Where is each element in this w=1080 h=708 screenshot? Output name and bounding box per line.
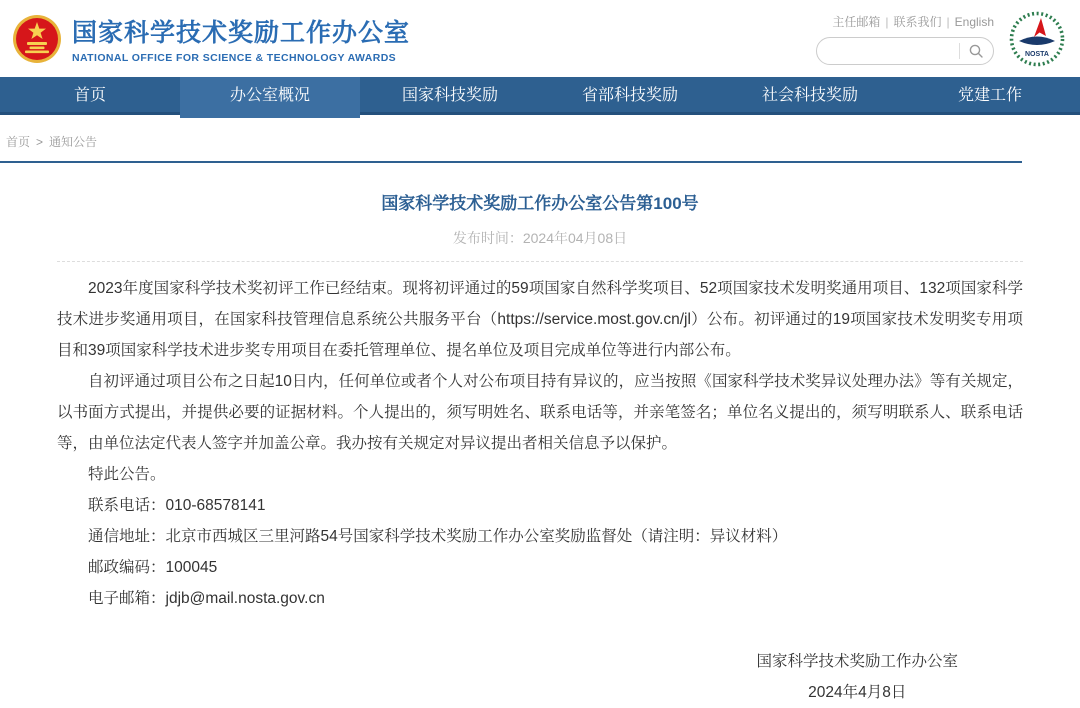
nav-item-social-awards[interactable]: 社会科技奖励: [761, 87, 858, 104]
paragraph-announce: 特此公告。: [88, 466, 166, 483]
announcement-article: [57, 189, 1023, 708]
english-link[interactable]: English: [954, 14, 994, 29]
svg-text:NOSTA: NOSTA: [1025, 50, 1049, 58]
breadcrumb-divider-line: [0, 161, 1022, 163]
search-input[interactable]: [829, 43, 959, 58]
contact-address: 通信地址：北京市西城区三里河路54号国家科学技术奖励工作办公室奖励监督处（请注明：异议材料）: [88, 528, 788, 545]
link-divider: |: [946, 14, 950, 29]
breadcrumb-home[interactable]: 首页: [6, 135, 31, 149]
article-title: 国家科学技术奖励工作办公室公告第100号: [381, 194, 699, 213]
national-emblem-icon: [12, 14, 62, 64]
header-top-links: [832, 13, 994, 30]
nav-item-office-overview[interactable]: 办公室概况: [180, 77, 360, 118]
paragraph-intro: 2023年度国家科学技术奖初评工作已经结束。现将初评通过的59项国家自然科学奖项目、52项国家技术发明奖通用项目、132项国家科学技术进步奖通用项目，在国家科技管理信息系统公共服务平台（https://service.most.gov.cn/jl）公布。初评通过的19项国家技术发明奖专用项目和39项国家科学技术进步奖专用项目在委托管理单位、提名单位及项目完成单位等进行内部公布。: [57, 280, 1023, 359]
signature-date: 2024年4月8日: [808, 684, 907, 701]
breadcrumb-separator: >: [36, 135, 44, 149]
nav-item-party-building[interactable]: 党建工作: [957, 87, 1022, 104]
signature-block: [57, 646, 1023, 708]
search-box: [816, 37, 994, 65]
site-title: 国家科学技术奖励工作办公室: [72, 19, 411, 47]
dashed-separator: [57, 261, 1023, 262]
nav-item-national-awards[interactable]: 国家科技奖励: [401, 87, 498, 104]
nav-item-home[interactable]: 首页: [73, 87, 106, 104]
contact-us-link[interactable]: 联系我们: [893, 14, 942, 29]
nosta-badge-logo: [1008, 10, 1066, 68]
contact-postcode: 邮政编码：100045: [88, 559, 218, 576]
contact-phone: 联系电话：010-68578141: [88, 497, 266, 514]
article-body: [57, 273, 1023, 614]
search-button[interactable]: [959, 43, 984, 59]
site-title-block: [72, 13, 410, 64]
header-right: [816, 10, 1066, 68]
site-subtitle: NATIONAL OFFICE FOR SCIENCE & TECHNOLOGY AWARDS: [72, 52, 397, 64]
main-nav: [0, 77, 1080, 115]
signature-org: 国家科学技术奖励工作办公室: [756, 653, 958, 670]
link-divider: |: [885, 14, 889, 29]
mailbox-link[interactable]: 主任邮箱: [832, 14, 881, 29]
breadcrumb-current: 通知公告: [49, 135, 98, 149]
contact-email: 电子邮箱：jdjb@mail.nosta.gov.cn: [88, 590, 325, 607]
nav-item-provincial-awards[interactable]: 省部科技奖励: [581, 87, 678, 104]
breadcrumb: [6, 133, 1080, 150]
paragraph-objection-rules: 自初评通过项目公布之日起10日内，任何单位或者个人对公布项目持有异议的，应当按照《国家科学技术奖异议处理办法》等有关规定，以书面方式提出，并提供必要的证据材料。个人提出的，须写明姓名、联系电话等，并亲笔签名；单位名义提出的，须写明联系人、联系电话等，由单位法定代表人签字并加盖公章。我办按有关规定对异议提出者相关信息予以保护。: [57, 373, 1023, 452]
search-icon: [968, 43, 984, 59]
publish-time: 发布时间：2024年04月08日: [452, 230, 628, 246]
site-header: [0, 0, 1080, 77]
site-logo-home-link[interactable]: [12, 13, 410, 64]
